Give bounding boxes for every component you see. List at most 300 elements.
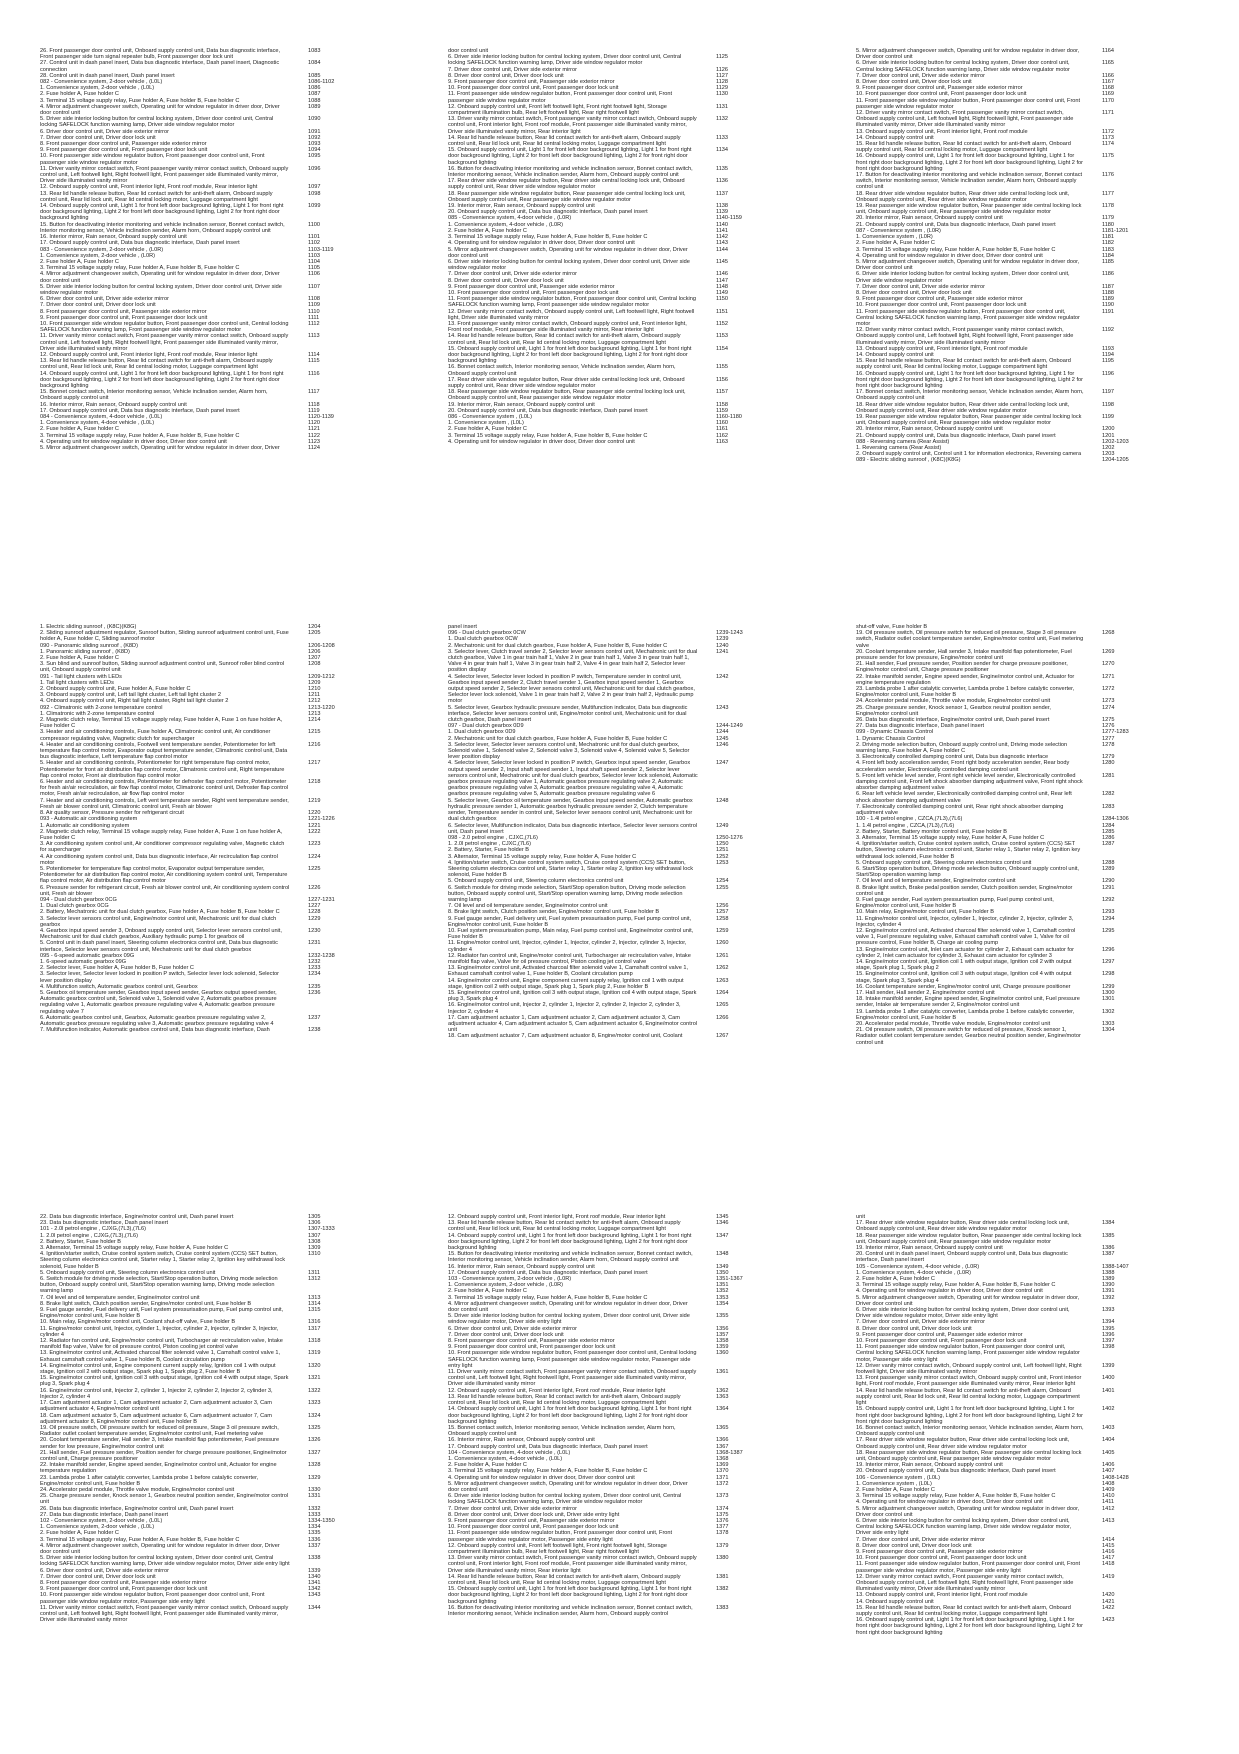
- entry-description: 6. Automatic gearbox control unit, Gearbox, Automatic gearbox pressure regulating valve 2, Automatic gearbox pressure regulating valve 3, Automatic gearbox pressure regulating valve 4: [40, 1014, 274, 1027]
- index-entry: [40, 1605, 408, 1624]
- text-column-1: [40, 48, 408, 556]
- entry-description: 6. Driver side interior locking button for central locking system, Driver door control unit, Central locking SAFELOCK function warning lamp, Driver side window regulator motor: [448, 54, 682, 67]
- page-band-2: [0, 624, 1239, 1116]
- entry-page-number: 1360: [716, 1350, 729, 1357]
- index-entry: [40, 717, 408, 729]
- index-entry: [448, 1543, 816, 1555]
- entry-description: 10. Front passenger side window regulator button, Front passenger door control unit, Front passenger side window regulator motor, Passenger side entry light: [40, 1592, 265, 1605]
- entry-page-number: 1393: [1102, 1307, 1115, 1314]
- entry-page-number: 1213-1220: [308, 704, 335, 711]
- entry-description: 5. Onboard supply control unit, Steering column electronics control unit: [448, 878, 624, 885]
- entry-page-number: 1197: [1102, 389, 1115, 396]
- entry-page-number: 1209: [308, 679, 321, 686]
- entry-page-number: 1139: [716, 209, 729, 216]
- entry-page-number: 1159: [716, 407, 729, 414]
- entry-description: 11. Front passenger side window regulator button, Front passenger door control unit, Central locking SAFELOCK function warning lamp, Front passenger side window regulator motor: [856, 308, 1080, 327]
- index-entry: [40, 1543, 408, 1555]
- entry-description: 20. Onboard supply control unit, Data bus diagnostic interface, Dash panel insert: [448, 209, 648, 216]
- entry-description: 19. Interior mirror, Rain sensor, Onboard supply control unit: [448, 203, 595, 210]
- entry-page-number: 1308: [308, 1238, 321, 1245]
- index-entry: [856, 172, 1202, 191]
- entry-description: 13. Onboard supply control unit, Front interior light, Front roof module: [856, 345, 1028, 352]
- entry-description: 092 - Climatronic with 2-zone temperature control: [40, 704, 163, 711]
- entry-description: 13. Rear lid handle release button, Rear lid contact switch for anti-theft alarm, Onboard supply control unit, Rear lid lock unit, Rear lid central locking motor, Luggage compartment light: [448, 1220, 681, 1233]
- entry-page-number: 1384: [1102, 1220, 1115, 1227]
- index-entry: [856, 885, 1202, 897]
- entry-description: 12. Driver vanity mirror contact switch, Front passenger vanity mirror contact switch, Onboard supply control unit, Left footwell light, Right footwell light, Front passenger side illuminated vanity mirror, Driver side illuminated vanity mirror: [856, 110, 1074, 129]
- entry-description: 2. Fuse holder A, Fuse holder C: [40, 426, 119, 433]
- index-entry: [40, 1592, 408, 1604]
- entry-description: 6. Driver side interior locking button for central locking system, Driver door control unit, Central locking SAFELOCK function warning lamp, Driver side window regulator motor, Driver side entry light: [856, 1517, 1072, 1537]
- entry-page-number: 1365: [716, 1424, 729, 1431]
- entry-page-number: 1128: [716, 79, 729, 86]
- entry-description: 1. Tail light clusters with LEDs: [40, 679, 114, 686]
- entry-page-number: 1146: [716, 271, 729, 278]
- entry-description: 8. Driver door control unit, Driver door lock unit: [448, 72, 564, 79]
- entry-page-number: 1167: [1102, 79, 1115, 86]
- entry-page-number: 1145: [716, 258, 729, 265]
- entry-page-number: 1096: [308, 165, 321, 172]
- entry-page-number: 1345: [716, 1214, 729, 1220]
- entry-page-number: 1209-1212: [308, 673, 335, 680]
- entry-page-number: 1364: [716, 1406, 729, 1413]
- index-entry: [40, 1475, 408, 1487]
- entry-page-number: 1116: [308, 370, 320, 377]
- entry-description: 12. Driver vanity mirror contact switch, Onboard supply control unit, Left footwell light, Right footwell light, Driver side illuminated vanity mirror: [856, 1362, 1082, 1376]
- entry-page-number: 1291: [1102, 884, 1115, 891]
- entry-page-number: 1417: [1102, 1555, 1115, 1562]
- index-entry: [448, 798, 816, 823]
- entry-page-number: 1239: [716, 636, 729, 643]
- entry-page-number: 1099: [308, 203, 321, 210]
- entry-page-number: 1147: [716, 277, 729, 284]
- index-entry: [856, 1009, 1202, 1021]
- entry-page-number: 1225: [308, 865, 321, 872]
- index-entry: [448, 309, 816, 321]
- entry-page-number: 1238: [308, 1027, 321, 1034]
- entry-description: 11. Driver vanity mirror contact switch, Front passenger vanity mirror contact switch, Onboard supply control unit, Left footwell light, Right footwell light, Front passenger side illuminated vanity mirror, Driver side illuminated vanity mirror: [40, 165, 289, 185]
- entry-description: 9. Front passenger door control unit, Front passenger door lock unit: [448, 1344, 616, 1351]
- index-entry: [40, 916, 408, 928]
- entry-page-number: 1268: [1102, 630, 1115, 637]
- entry-page-number: 1190: [1102, 302, 1115, 309]
- entry-page-number: 1084: [308, 60, 321, 67]
- entry-description: 9. Front passenger door control unit, Passenger side exterior mirror: [856, 1548, 1023, 1555]
- entry-page-number: 1126: [716, 66, 729, 73]
- entry-description: 4. Selector lever, Selector lever locked in position P switch, Gearbox input speed sender, Gearbox output speed sender 2, Input shaft speed sender 1, Input shaft speed sender 2, Selector lever sensors control unit, Mechatronic unit for dual clutch gearbox, Selector lever lock solenoid, Automatic gearbox pressure regulating valve 1, Automatic gearbox pressure regulating valve 2, Automatic gearbox pressure regulating valve 3, Automatic gearbox pressure regulating valve 4, Automatic gearbox pressure regulating valve 5, Automatic gearbox pressure regulating valve 6: [448, 760, 698, 798]
- index-entry: [40, 1425, 408, 1437]
- entry-description: 13. Front passenger vanity mirror contact switch, Onboard supply control unit, Front interior light, Front roof module, Front passenger side illuminated vanity mirror, Rear interior light: [448, 320, 687, 334]
- entry-page-number: 1229: [308, 915, 321, 922]
- entry-description: 14. Rear lid handle release button, Rear lid contact switch for anti-theft alarm, Onboard supply control unit, Rear lid lock unit, Rear lid central locking motor, Luggage compartment light: [448, 134, 681, 148]
- entry-page-number: 1356: [716, 1325, 729, 1332]
- entry-description: 16. Interior mirror, Rain sensor, Onboard supply control unit: [40, 234, 187, 241]
- entry-page-number: 1338: [308, 1555, 321, 1562]
- index-entry: [448, 1406, 816, 1425]
- entry-description: 25. Charge pressure sender, Knock sensor 1, Gearbox neutral position sender, Engine/motor control unit: [40, 1493, 289, 1506]
- index-entry: [856, 742, 1202, 754]
- entry-page-number: 1385: [1102, 1232, 1115, 1239]
- entry-page-number: 1392: [1102, 1294, 1115, 1301]
- entry-description: 1. Electric sliding sunroof , (K8C)(K8G): [40, 624, 137, 630]
- entry-description: 18. Intake manifold sender, Engine speed sender, Engine/motor control unit, Fuel pressure sender, Intake air temperature sender 2, Engine/motor control unit: [856, 996, 1080, 1009]
- index-entry: [448, 705, 816, 724]
- entry-description: 5. Driver side interior locking button for central locking system, Driver door control unit, Driver side window regulator motor, Driver side entry light: [448, 1313, 690, 1326]
- entry-page-number: 1129: [716, 85, 729, 92]
- index-entry: [856, 110, 1202, 129]
- index-entry: [40, 829, 408, 841]
- entry-page-number: 1366: [716, 1437, 729, 1444]
- entry-description: 17. Cam adjustment actuator 1, Cam adjustment actuator 2, Cam adjustment actuator 3, Cam adjustment actuator 4, Engine/motor control unit: [40, 1400, 272, 1413]
- entry-description: 27. Data bus diagnostic interface, Dash panel insert: [856, 723, 985, 730]
- entry-page-number: 1143: [716, 240, 729, 247]
- entry-page-number: 1087: [308, 91, 321, 98]
- entry-page-number: 1244: [716, 729, 729, 736]
- index-entry: [856, 971, 1202, 983]
- entry-page-number: 1254: [716, 878, 729, 885]
- entry-page-number: 1134: [716, 147, 729, 154]
- entry-page-number: 1269: [1102, 648, 1115, 655]
- entry-description: 5. Onboard supply control unit, Steering column electronics control unit: [40, 1269, 216, 1276]
- index-entry: [856, 309, 1202, 328]
- entry-description: 14. Rear lid handle release button, Rear lid contact switch for anti-theft alarm, Onboard supply control unit, Rear lid lock unit, Rear lid central locking motor, Luggage compartment light: [448, 333, 681, 346]
- entry-page-number: 1103: [308, 252, 321, 259]
- entry-page-number: 1280: [1102, 760, 1115, 767]
- entry-page-number: 1193: [1102, 345, 1115, 352]
- entry-description: 21. Hall sender, Fuel pressure sender, Position sender for charge pressure positioner, Engine/motor control unit, Charge pressure positioner: [856, 661, 1068, 674]
- entry-page-number: 1250: [716, 841, 729, 848]
- entry-page-number: 1253: [716, 859, 729, 866]
- entry-page-number: 1420: [1102, 1592, 1115, 1599]
- entry-page-number: 1324: [308, 1412, 321, 1419]
- index-entry: [856, 996, 1202, 1008]
- entry-page-number: 1222: [308, 828, 321, 835]
- entry-page-number: 1204-1205: [1102, 457, 1129, 464]
- entry-page-number: 1173: [1102, 134, 1115, 141]
- index-entry: [856, 457, 1202, 463]
- entry-page-number: 1112: [308, 320, 320, 327]
- entry-page-number: 1264: [716, 989, 729, 996]
- index-entry: [448, 54, 816, 66]
- entry-description: 4. Operating unit for window regulator in driver door, Driver door control unit: [40, 438, 227, 445]
- entry-page-number: 1368: [716, 1455, 729, 1462]
- entry-description: 4. Mirror adjustment changeover switch, Operating unit for window regulator in driver door, Driver door control unit: [40, 1542, 280, 1555]
- entry-page-number: 1387: [1102, 1251, 1115, 1258]
- entry-description: 6. Driver side interior locking button for central locking system, Driver door control unit, Central locking SAFELOCK function warning lamp, Driver side window regulator motor: [448, 1493, 682, 1506]
- index-entry: [448, 1350, 816, 1369]
- entry-page-number: 1241: [716, 648, 729, 655]
- entry-description: 6. Driver door control unit, Driver side exterior mirror: [40, 296, 170, 303]
- entry-description: 6. Start/Stop operation button, Driving mode selection button, Onboard supply control unit, Start/Stop operation warning lamp: [856, 865, 1079, 879]
- entry-page-number: 1357: [716, 1331, 729, 1338]
- index-entry: [40, 1375, 408, 1387]
- entry-page-number: 1141: [716, 227, 729, 234]
- index-entry: [856, 1506, 1202, 1518]
- index-entry: [448, 1425, 816, 1437]
- entry-description: 16. Button for deactivating interior monitoring and vehicle inclination sensor, Bonnet contact switch, Interior monitoring sensor, Vehicle inclination sender, Alarm horn, Onboard supply control unit: [448, 165, 693, 179]
- entry-page-number: 1283: [1102, 803, 1115, 810]
- entry-page-number: 1085: [308, 72, 321, 79]
- entry-page-number: 1211: [308, 692, 321, 699]
- entry-page-number: 1257: [716, 909, 729, 916]
- index-entry: [856, 897, 1202, 909]
- entry-description: 6. Driver door control unit, Driver side exterior mirror: [40, 128, 170, 135]
- entry-description: 9. Fuel gauge sender, Fuel delivery unit, Fuel system pressurisation pump, Fuel pump control unit, Engine/motor control unit, Fuse holder B: [448, 915, 692, 928]
- entry-description: 10. Front passenger door control unit, Front passenger door lock unit: [856, 1555, 1027, 1562]
- entry-page-number: 1320: [308, 1362, 321, 1369]
- index-entry: [40, 661, 408, 673]
- entry-page-number: 1204: [308, 624, 321, 630]
- entry-description: 17. Onboard supply control unit, Data bus diagnostic interface, Dash panel insert: [40, 240, 240, 247]
- entry-page-number: 1374: [716, 1505, 729, 1512]
- entry-page-number: 1251: [716, 847, 729, 854]
- entry-description: 8. Brake light switch, Clutch position sender, Engine/motor control unit, Fuse holder B: [448, 909, 660, 916]
- index-entry: [40, 760, 408, 779]
- entry-page-number: 1401: [1102, 1387, 1115, 1394]
- index-entry: [40, 1555, 408, 1567]
- entry-description: 2. Mechatronic unit for dual clutch gearbox, Fuse holder A, Fuse holder B, Fuse holder C: [448, 642, 668, 649]
- index-entry: [448, 166, 816, 178]
- entry-description: 7. Electronically controlled damping control unit, Rear right shock absorber damping adjustment valve: [856, 803, 1064, 817]
- entry-page-number: 1407: [1102, 1468, 1115, 1475]
- entry-description: 099 - Dynamic Chassis Control: [856, 729, 934, 736]
- entry-page-number: 1346: [716, 1220, 729, 1227]
- entry-description: 13. Driver vanity mirror contact switch, Front passenger vanity mirror contact switch, Onboard supply control unit, Front interior light, Front roof module, Front passenger side illuminated vanity mirror, Driver side illuminated vanity mirror, Rear interior light: [448, 1555, 697, 1574]
- entry-page-number: 1289: [1102, 865, 1115, 872]
- index-entry: [856, 1450, 1202, 1462]
- index-entry: [40, 153, 408, 165]
- entry-page-number: 1390: [1102, 1282, 1115, 1289]
- entry-page-number: 1188: [1102, 289, 1115, 296]
- entry-page-number: 1244-1249: [716, 723, 743, 730]
- entry-description: 16. Bonnet contact switch, Interior monitoring sensor, Vehicle inclination sender, Alarm horn, Onboard supply control unit: [448, 364, 676, 377]
- entry-description: 1. 2.0l petrol engine , CJXG,(7L3),(7L6): [40, 1232, 138, 1239]
- entry-page-number: 1373: [716, 1493, 729, 1500]
- entry-description: 6. Driver door control unit, Driver side exterior mirror: [448, 1325, 578, 1332]
- entry-page-number: 1227-1231: [308, 896, 335, 903]
- entry-description: 21. Oil pressure switch, Oil pressure switch for reduced oil pressure, Knock sensor 1, Radiator outlet coolant temperature sender, Gearbox neutral position sender, Engine/motor control unit: [856, 1027, 1081, 1046]
- index-entry: [40, 1413, 408, 1425]
- entry-description: 1. Convenience system, 4-door vehicle , (L0R): [856, 1269, 972, 1276]
- entry-description: 3. Terminal 15 voltage supply relay, Fuse holder A, Fuse holder B, Fuse holder C: [448, 432, 648, 439]
- entry-page-number: 1323: [308, 1400, 321, 1407]
- entry-page-number: 1416: [1102, 1548, 1115, 1555]
- entry-page-number: 1394: [1102, 1319, 1115, 1326]
- entry-description: 14. Onboard supply control unit: [856, 351, 934, 358]
- entry-description: 1. Climatronic with 2-zone temperature control: [40, 710, 155, 717]
- entry-page-number: 1093: [308, 141, 321, 148]
- entry-page-number: 1314: [308, 1300, 321, 1307]
- index-entry: [856, 661, 1202, 673]
- index-entry: [856, 1518, 1202, 1537]
- entry-description: 9. Front passenger door control unit, Passenger side exterior mirror: [856, 85, 1023, 92]
- index-entry: [40, 1338, 408, 1350]
- entry-description: 5. Control unit in dash panel insert, Steering column electronics control unit, Data bus diagnostic interface, Selector lever sensors control unit, Mechatronic unit for dual clutch gearbox: [40, 940, 278, 953]
- entry-description: 15. Engine/motor control unit, Ignition coil 3 with output stage, Ignition coil 4 with output stage, Spark plug 3, Spark plug 4: [856, 971, 1072, 984]
- entry-page-number: 1242: [716, 673, 729, 680]
- entry-page-number: 1335: [308, 1530, 321, 1537]
- index-entry: [856, 259, 1202, 271]
- entry-page-number: 1105: [308, 265, 321, 272]
- index-entry: [448, 1369, 816, 1388]
- index-entry: [856, 1605, 1202, 1617]
- entry-page-number: 1248: [716, 797, 729, 804]
- entry-description: 2. Fuse holder A, Fuse holder C: [40, 91, 119, 98]
- entry-description: 17. Rear driver side window regulator button, Rear driver side central locking lock unit, Onboard supply control unit, Rear driver side window regulator motor: [448, 376, 685, 389]
- entry-page-number: 1330: [308, 1486, 321, 1493]
- entry-page-number: 1370: [716, 1468, 729, 1475]
- entry-description: 6. Rear left vehicle level sender, Electronically controlled damping control unit, Rear left shock absorber damping adjustment valve: [856, 791, 1072, 804]
- entry-page-number: 1097: [308, 184, 321, 191]
- entry-page-number: 1101: [308, 234, 321, 241]
- entry-description: 14. Rear lid handle release button, Rear lid contact switch for anti-theft alarm, Onboard supply control unit, Rear lid lock unit, Rear lid central locking motor, Luggage compartment light: [856, 1387, 1080, 1407]
- index-entry: [856, 60, 1202, 72]
- entry-description: 21. Onboard supply control unit, Data bus diagnostic interface, Dash panel insert: [856, 432, 1056, 439]
- entry-description: 14. Onboard supply control unit, Light 1 for front left door background lighting, Light 1 for front right door background lighting, Light 2 for front left door background lighting, Light 2 for front right door background lighting: [448, 1232, 692, 1252]
- entry-description: 20. Accelerator pedal module, Throttle valve module, Engine/motor control unit: [856, 1021, 1051, 1027]
- entry-page-number: 1321: [308, 1375, 321, 1382]
- entry-page-number: 1187: [1102, 283, 1115, 290]
- index-entry: [856, 48, 1202, 60]
- entry-page-number: 1328: [308, 1462, 321, 1469]
- entry-page-number: 1095: [308, 153, 321, 160]
- index-entry: [40, 389, 408, 401]
- index-entry: [40, 971, 408, 983]
- entry-page-number: 1274: [1102, 704, 1115, 711]
- entry-description: 11. Front passenger side window regulator button, Front passenger door control unit, Central locking SAFELOCK function warning lamp, Front passenger side window regulator motor: [448, 296, 697, 309]
- entry-page-number: 1367: [716, 1443, 729, 1450]
- entry-description: 9. Fuel gauge sender, Fuel delivery unit, Fuel system pressurisation pump, Fuel pump control unit, Engine/motor control unit, Fuse holder B: [40, 1307, 284, 1320]
- entry-description: 7. Driver door control unit, Driver side exterior mirror: [448, 66, 578, 73]
- entry-description: 6. Pressure sender for refrigerant circuit, Fresh air blower control unit, Air conditioning system control unit, Fresh air blower: [40, 884, 290, 897]
- entry-description: 14. Engine/motor control unit, Engine component current supply relay, Ignition coil 1 with output stage, Ignition coil 2 with output stage, Spark plug 1, Spark plug 2, Fuse holder B: [40, 1362, 276, 1376]
- entry-page-number: 1186: [1102, 271, 1115, 278]
- entry-page-number: 1202: [1102, 445, 1115, 451]
- entry-page-number: 1272: [1102, 686, 1115, 693]
- entry-description: 098 - 2.0 petrol engine , CJXC,(7L6): [448, 834, 538, 841]
- entry-page-number: 1158: [716, 401, 729, 408]
- entry-page-number: 1202-1203: [1102, 438, 1129, 445]
- index-entry: [448, 389, 816, 401]
- entry-page-number: 1132: [716, 116, 729, 123]
- entry-page-number: 1140: [716, 221, 729, 228]
- entry-description: 13. Rear lid handle release button, Rear lid contact switch for anti-theft alarm, Onboard supply control unit, Rear lid lock unit, Rear lid central locking motor, Luggage compartment light: [40, 358, 273, 371]
- entry-page-number: 1339: [308, 1567, 321, 1574]
- entry-description: 24. Accelerator pedal module, Throttle valve module, Engine/motor control unit: [856, 698, 1051, 705]
- entry-description: 15. Onboard supply control unit, Light 1 for front left door background lighting, Light 1 for front right door background lighting, Light 2 for front left door background lighting, Light 2 for front right door background lighting: [448, 147, 692, 166]
- entry-description: 15. Onboard supply control unit, Light 1 for front left door background lighting, Light 1 for front right door background lighting, Light 2 for front left door background lighting, Light 2 for front right door background lighting: [448, 345, 692, 365]
- entry-description: 3. Selector lever, Clutch travel sender 2, Selector lever sensors control unit, Mechatronic unit for dual clutch gearbox, Valve 1 in gear train half 1, Valve 2 in gear train half 1, Valve 3 in gear train half 1, Valve 4 in gear train half 1, Valve 3 in gear train half 2, Valve 4 in gear train half 2, Selector lever position display: [448, 648, 698, 674]
- entry-page-number: 1411: [1102, 1499, 1115, 1506]
- index-entry: [448, 1530, 816, 1542]
- entry-page-number: 1196: [1102, 370, 1115, 377]
- entry-page-number: 1278: [1102, 741, 1115, 748]
- entry-description: 2. Fuse holder A, Fuse holder C: [40, 655, 119, 662]
- entry-description: 12. Driver vanity mirror contact switch, Front passenger vanity mirror contact switch, Onboard supply control unit, Left footwell light, Right footwell light, Front passenger side illuminated vanity mirror, Driver side illuminated vanity mirror: [856, 1573, 1074, 1593]
- index-entry: [40, 1400, 408, 1412]
- entry-description: 4. Ignition/starter switch, Cruise control system switch, Cruise control system (CCS) SET button, Steering column electronics control unit, Starter relay 1, Starter relay 2, Ignition key withdrawal lock solenoid, Fuse holder B: [448, 859, 693, 879]
- entry-description: 1. 1.4l petrol engine , CZCA,(7L3),(7L6): [856, 822, 955, 829]
- index-entry: [856, 760, 1202, 772]
- entry-description: 20. Coolant temperature sender, Hall sender 3, Intake manifold flap potentiometer, Fuel pressure sender for low pressure, Engine/motor control unit: [40, 1437, 280, 1450]
- entry-page-number: 1279: [1102, 754, 1115, 761]
- entry-description: 11. Engine/motor control unit, Injector, cylinder 1, Injector, cylinder 2, Injector, cylinder 3, Injector, cylinder 4: [448, 940, 687, 953]
- entry-page-number: 1212: [308, 698, 321, 705]
- index-entry: [40, 333, 408, 352]
- entry-description: 3. Electronically controlled damping control unit, Data bus diagnostic interface: [856, 754, 1049, 761]
- entry-description: 17. Onboard supply control unit, Data bus diagnostic interface, Dash panel insert: [448, 1443, 648, 1450]
- entry-description: 091 - Tail light clusters with LEDs: [40, 673, 122, 680]
- entry-page-number: 1119: [308, 407, 320, 414]
- entry-description: 4. Onboard supply control unit, Right tail light cluster, Right tail light cluster 2: [40, 698, 229, 705]
- index-entry: [40, 116, 408, 128]
- index-entry: [40, 1388, 408, 1400]
- entry-page-number: 1108: [308, 296, 321, 303]
- entry-description: 15. Button for deactivating interior monitoring and vehicle inclination sensor, Bonnet contact switch, Interior monitoring sensor, Vehicle inclination sender, Alarm horn, Onboard supply control unit: [40, 221, 285, 234]
- index-entry: [40, 990, 408, 1015]
- entry-description: 096 - Dual clutch gearbox 0CW: [448, 630, 526, 637]
- index-entry: [856, 414, 1202, 426]
- entry-description: 18. Rear passenger side window regulator button, Rear passenger side central locking lock unit, Onboard supply control unit, Rear passenger side window regulator motor: [856, 1232, 1082, 1245]
- entry-page-number: 1201: [1102, 432, 1115, 439]
- entry-description: 8. Front passenger door control unit, Passenger side exterior mirror: [40, 308, 207, 315]
- entry-description: 8. Driver door control unit, Driver door lock unit: [856, 79, 972, 86]
- entry-description: 083 - Convenience system, 2-door vehicle , (L0R): [40, 246, 164, 253]
- entry-page-number: 1252: [716, 853, 729, 860]
- index-entry: [856, 773, 1202, 792]
- entry-description: 10. Front passenger side window regulator button, Front passenger door control unit, Central locking SAFELOCK function warning lamp, Front passenger side window regulator motor: [40, 320, 289, 334]
- index-entry: [448, 823, 816, 835]
- index-entry: [448, 649, 816, 674]
- entry-page-number: 1277: [1102, 735, 1115, 742]
- entry-page-number: 1150: [716, 296, 729, 303]
- index-entry: [448, 1555, 816, 1574]
- entry-page-number: 1120: [308, 420, 321, 427]
- entry-page-number: 1296: [1102, 946, 1115, 953]
- index-entry: [448, 346, 816, 365]
- entry-description: 20. Onboard supply control unit, Data bus diagnostic interface, Dash panel insert: [856, 1468, 1056, 1475]
- entry-description: 2. Fuse holder A, Fuse holder C: [448, 426, 527, 433]
- entry-page-number: 1342: [308, 1586, 321, 1593]
- entry-page-number: 1423: [1102, 1617, 1115, 1624]
- entry-page-number: 1329: [308, 1474, 321, 1481]
- index-entry: [448, 191, 816, 203]
- entry-description: 26. Front passenger door control unit, Onboard supply control unit, Data bus diagnostic interface, Front passenger side turn signal repeater bulb, Front passenger door lock unit: [40, 48, 281, 61]
- index-entry: [856, 674, 1202, 686]
- entry-description: 15. Onboard supply control unit, Light 1 for front left door background lighting, Light 1 for front right door background lighting, Light 2 for front left door background lighting, Light 2 for front right door background lighting: [448, 1586, 692, 1605]
- entry-page-number: 1351-1367: [716, 1276, 743, 1283]
- entry-description: 2. Selector lever, Fuse holder A, Fuse holder B, Fuse holder C: [40, 965, 194, 972]
- index-entry: [448, 1002, 816, 1014]
- entry-page-number: 1317: [308, 1325, 321, 1332]
- entry-page-number: 1137: [716, 190, 729, 197]
- entry-description: 12. Radiator fan control unit, Engine/motor control unit, Turbocharger air recirculation valve, Intake manifold flap valve, Valve for oil pressure control, Piston cooling jet control valve: [40, 1338, 283, 1351]
- entry-description: 3. Heater and air conditioning controls, Fuse holder A, Climatronic control unit, Air conditioner compressor regulating valve, Magnetic clutch for supercharger: [40, 729, 271, 742]
- entry-page-number: 1166: [1102, 72, 1115, 79]
- index-entry: [856, 141, 1202, 153]
- entry-page-number: 1191: [1102, 308, 1115, 315]
- entry-description: 10. Front passenger door control unit, Front passenger door lock unit: [448, 85, 619, 92]
- entry-page-number: 1235: [308, 983, 321, 990]
- entry-page-number: 1383: [716, 1604, 729, 1611]
- index-entry: [856, 191, 1202, 203]
- entry-description: 16. Onboard supply control unit, Light 1 for front left door background lighting, Light 1 for front right door background lighting, Light 2 for front left door background lighting, Light 2 for front right door background lighting: [856, 370, 1083, 389]
- index-entry: [448, 1481, 816, 1493]
- entry-description: 4. Air conditioning system control unit, Data bus diagnostic interface, Air recirculation flap control motor: [40, 853, 278, 866]
- entry-description: 12. Driver vanity mirror contact switch, Front passenger vanity mirror contact switch, Onboard supply control unit, Left footwell light, Right footwell light, Front passenger side illuminated vanity mirror, Driver side illuminated vanity mirror: [856, 327, 1074, 346]
- entry-description: 17. Rear driver side window regulator button, Rear driver side central locking lock unit, Onboard supply control unit, Rear driver side window regulator motor: [856, 1220, 1070, 1233]
- entry-description: 9. Front passenger door control unit, Passenger side exterior mirror: [448, 283, 615, 290]
